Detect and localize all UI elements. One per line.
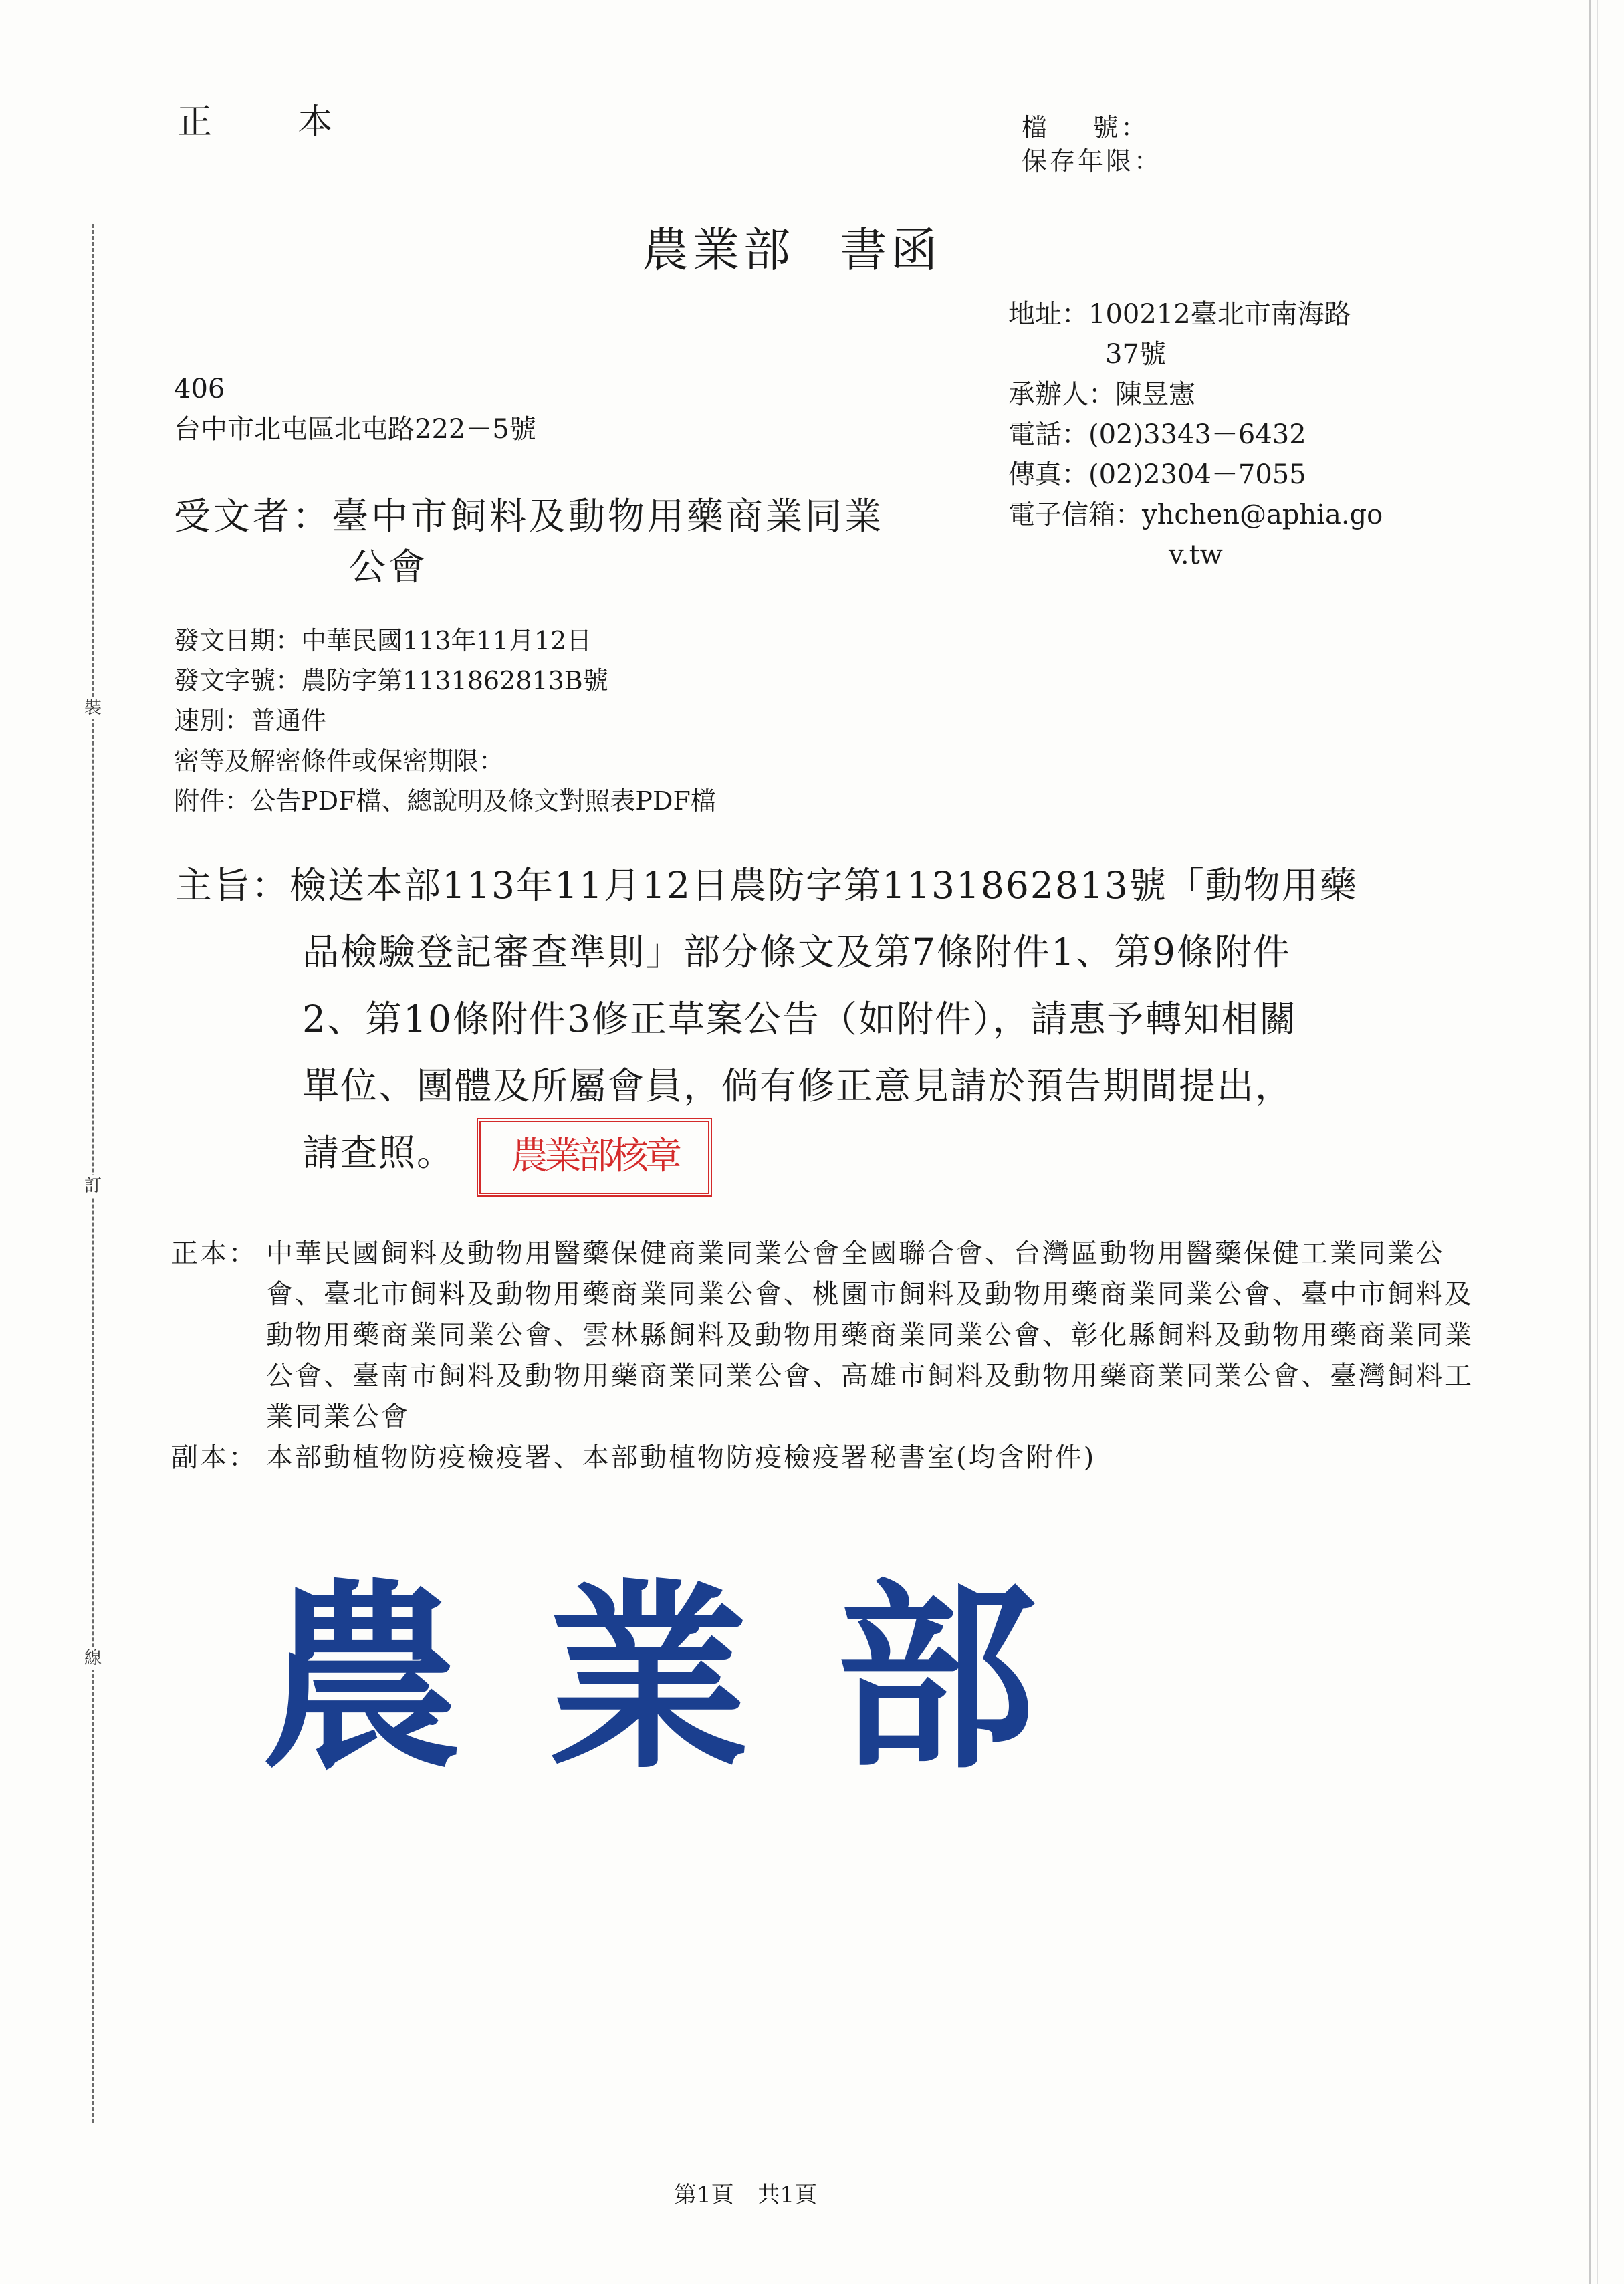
- speed-row: [174, 701, 716, 741]
- recipient-name-line2: 公會: [349, 546, 429, 588]
- recipient-label: 受文者：: [174, 495, 332, 538]
- binding-line: [92, 224, 94, 2123]
- handler-label: 承辦人：: [1008, 379, 1115, 410]
- binding-mark-zhuang: 裝: [82, 697, 104, 719]
- sender-handler: [1008, 374, 1383, 415]
- page-edge: [1589, 0, 1591, 2284]
- issue-date-row: [174, 620, 716, 661]
- fax-label: 傳真：: [1008, 459, 1088, 490]
- attachments-value: 公告PDF檔、總說明及條文對照表PDF檔: [250, 786, 716, 816]
- main-recipients: 中華民國飼料及動物用醫藥保健商業同業公會全國聯合會、台灣區動物用醫藥保健工業同業公會、臺北市飼料及動物用藥商業同業公會、桃園市飼料及動物用藥商業同業公會、臺中市飼料及動物用藥商業同業公會、雲林縣飼料及動物用藥商業同業公會、彰化縣飼料及動物用藥商業同業公會、臺南市飼料及動物用藥商業同業公會、高雄市飼料及動物用藥商業同業公會、臺灣飼料工業同業公會: [266, 1238, 1474, 1432]
- cc-recipients-row: [171, 1438, 1476, 1478]
- recipient: [174, 491, 884, 592]
- postal-code: 406: [174, 374, 225, 405]
- doc-number: 農防字第1131862813B號: [301, 666, 608, 695]
- distribution-list: [171, 1234, 1476, 1478]
- subject-line-3: 2、第10條附件3修正草案公告（如附件），請惠予轉知相關: [302, 998, 1298, 1040]
- secrecy-label: 密等及解密條件或保密期限：: [174, 746, 505, 776]
- recipient-name-line1: 臺中市飼料及動物用藥商業同業: [332, 495, 885, 538]
- street-address: 台中市北屯區北屯路222－5號: [174, 414, 536, 445]
- issue-date: 中華民國113年11月12日: [301, 626, 592, 655]
- sender-fax: [1008, 455, 1383, 495]
- retention-label: 保存年限：: [1022, 146, 1163, 176]
- issue-date-label: 發文日期：: [174, 626, 302, 655]
- email-line1: yhchen@aphia.go: [1142, 499, 1383, 530]
- phone-value: (02)3343－6432: [1088, 419, 1306, 450]
- subject-label: 主旨：: [175, 864, 290, 907]
- page-number: 第1頁 共1頁: [674, 2182, 818, 2208]
- email-line2: v.tw: [1169, 540, 1223, 570]
- subject-line-4: 單位、團體及所屬會員，倘有修正意見請於預告期間提出，: [302, 1064, 1294, 1107]
- handler-name: 陳昱憲: [1115, 379, 1195, 410]
- sender-phone: [1008, 415, 1383, 455]
- binding-mark-ding: 訂: [82, 1175, 104, 1197]
- speed-value: 普通件: [250, 706, 327, 735]
- attachments-row: [174, 781, 716, 821]
- file-number-label: 檔 號：: [1022, 113, 1149, 142]
- fax-value: (02)2304－7055: [1088, 459, 1306, 490]
- document-title: 農業部 書函: [642, 223, 942, 277]
- sender-email: [1008, 495, 1383, 535]
- document-meta: [174, 620, 716, 821]
- subject-line-1: 檢送本部113年11月12日農防字第1131862813號「動物用藥: [289, 864, 1358, 907]
- sender-info: [1008, 294, 1383, 575]
- ministry-seal: 農業部: [261, 1560, 1123, 1796]
- sender-address: [1008, 294, 1383, 334]
- address-line2: 37號: [1105, 339, 1166, 370]
- subject: [175, 852, 1358, 1186]
- phone-label: 電話：: [1008, 419, 1088, 450]
- doc-number-label: 發文字號：: [174, 666, 302, 695]
- red-official-stamp: 農業部核章: [477, 1118, 712, 1197]
- main-recipients-label: 正本：: [171, 1238, 257, 1269]
- doc-number-row: [174, 661, 716, 701]
- subject-line-2: 品檢驗登記審查準則」部分條文及第7條附件1、第9條附件: [302, 931, 1291, 974]
- email-label: 電子信箱：: [1008, 499, 1142, 530]
- page-edge-shadow: [1597, 0, 1598, 2284]
- subject-line-5: 請查照。: [302, 1131, 455, 1174]
- address-line1: 100212臺北市南海路: [1088, 299, 1351, 330]
- recipient-address: [174, 369, 536, 449]
- cc-recipients: 本部動植物防疫檢疫署、本部動植物防疫檢疫署秘書室(均含附件): [266, 1442, 1096, 1473]
- address-label: 地址：: [1008, 299, 1088, 330]
- cc-label: 副本：: [171, 1442, 257, 1473]
- copy-mark: 正 本: [177, 102, 370, 142]
- main-recipients-row: [171, 1234, 1476, 1438]
- file-meta: [1022, 111, 1162, 178]
- speed-label: 速別：: [174, 706, 251, 735]
- attachments-label: 附件：: [174, 786, 251, 816]
- binding-mark-xian: 線: [82, 1647, 104, 1670]
